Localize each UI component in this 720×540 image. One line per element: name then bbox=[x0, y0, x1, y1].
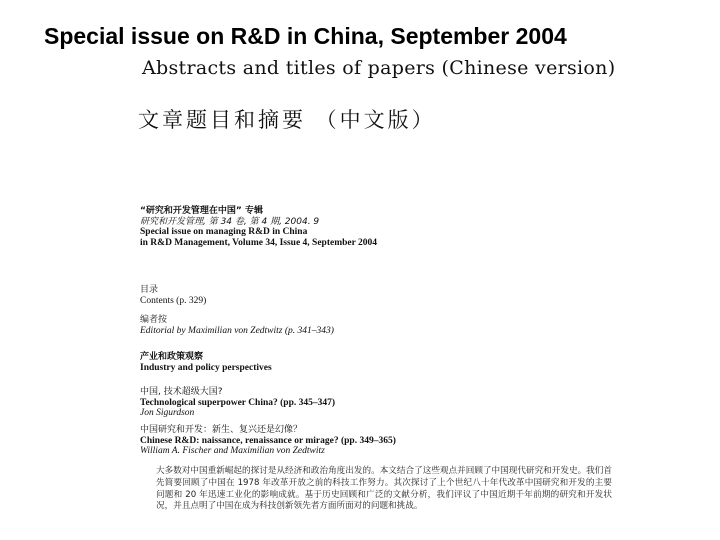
article-title-english: Chinese R&D: naissance, renaissance or mirage? (pp. 349–365) bbox=[140, 435, 396, 446]
industry-heading-english: Industry and policy perspectives bbox=[140, 362, 272, 373]
article-entry bbox=[140, 425, 520, 457]
issue-title-chinese: “研究和开发管理在中国” 专辑 bbox=[140, 206, 263, 216]
slide-title: Special issue on R&D in China, September 2004 bbox=[44, 23, 567, 49]
contents-label-chinese: 目录 bbox=[140, 285, 159, 295]
editorial-entry bbox=[140, 315, 520, 336]
scanned-page bbox=[136, 58, 696, 134]
issue-header bbox=[140, 206, 500, 248]
journal-line-english: in R&D Management, Volume 34, Issue 4, September 2004 bbox=[140, 237, 378, 248]
contents-entry bbox=[140, 285, 520, 306]
industry-section bbox=[140, 352, 520, 373]
article-entry bbox=[140, 387, 520, 419]
article-title-chinese: 中国, 技术超级大国? bbox=[140, 387, 223, 397]
article-title-chinese: 中国研究和开发：新生、复兴还是幻像？ bbox=[140, 425, 303, 435]
article-author: Jon Sigurdson bbox=[140, 408, 195, 418]
document-heading-english: Abstracts and titles of papers (Chinese version) bbox=[142, 57, 616, 79]
contents-label-english: Contents (p. 329) bbox=[140, 295, 207, 306]
issue-title-english: Special issue on managing R&D in China bbox=[140, 227, 308, 237]
journal-line-chinese: 研究和开发管理, 第 34 卷, 第 4 期, 2004. 9 bbox=[140, 216, 320, 227]
industry-heading-chinese: 产业和政策观察 bbox=[140, 352, 204, 362]
article-title-english: Technological superpower China? (pp. 345–347) bbox=[140, 397, 336, 408]
article-author: William A. Fischer and Maximilian von Zedtwitz bbox=[140, 446, 325, 456]
document-heading-chinese: 文章题目和摘要 （中文版） bbox=[138, 108, 436, 132]
editorial-label-chinese: 编者按 bbox=[140, 315, 168, 325]
article-abstract: 大多数对中国重新崛起的探讨是从经济和政治角度出发的。本文结合了这些观点并回顾了中国现代研究和开发史。我们首先简要回顾了中国在 1978 年改革开放之前的科技工作努力。其次探讨了上个世纪八十年代改革中国研究和开发的主要问题和 20 年迅速工业化的影响成就。基于历史回顾和广泛的文献分析，我们评议了中国近期千年前期的研究和开发状况，并且点明了中国在成为科技创新领先者方面所面对的问题和挑战。 bbox=[156, 466, 612, 512]
editorial-label-english: Editorial by Maximilian von Zedtwitz (p. 341–343) bbox=[140, 325, 334, 336]
